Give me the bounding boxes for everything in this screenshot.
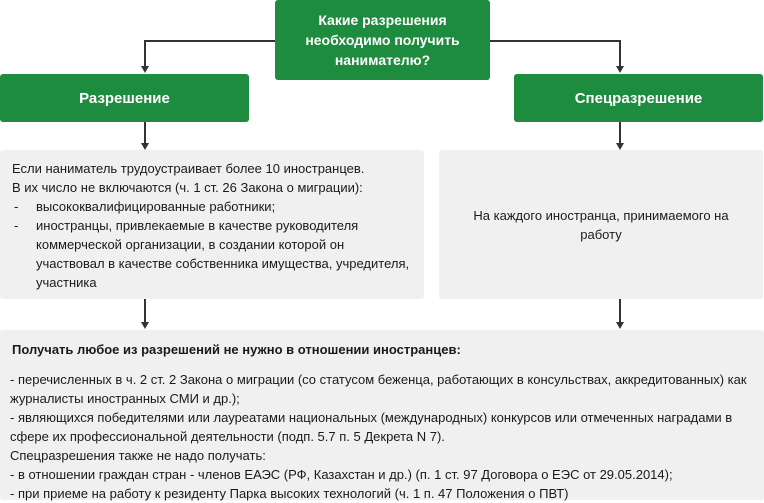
special-permit-details-text: На каждого иностранца, принимаемого на работу [473, 207, 729, 242]
permit-exclusions-intro: В их число не включаются (ч. 1 ст. 26 Закона о миграции): [12, 180, 363, 195]
list-item-text: иностранцы, привлекаемые в качестве руководителя коммерческой организации, в создании которой он участвовал в качестве собственника имущества, учредителя, участника [36, 218, 410, 290]
arrow-to-exceptions-right [616, 322, 624, 329]
connector-right-horizontal [490, 40, 620, 42]
permit-box [0, 74, 249, 122]
list-marker: - [14, 199, 19, 214]
permit-details-panel [0, 150, 424, 299]
question-text: Какие разрешения необходимо получить нанимателю? [305, 12, 460, 68]
exceptions-heading: Получать любое из разрешений не нужно в отношении иностранцев: [12, 342, 461, 357]
list-item [12, 197, 414, 216]
question-box [275, 0, 490, 80]
exceptions-line: - перечисленных в ч. 2 ст. 2 Закона о миграции (со статусом беженца, работающих в консульствах, аккредитованных) как журналисты иностранных СМИ и др.); [10, 372, 747, 406]
special-permit-box [514, 74, 763, 122]
arrow-to-special-permit-details [616, 143, 624, 150]
exceptions-line: - в отношении граждан стран - членов ЕАЭС (РФ, Казахстан и др.) (п. 1 ст. 97 Договора о ЕЭС от 29.05.2014); [10, 467, 673, 482]
special-permit-details-panel [439, 150, 763, 299]
list-item-text: высококвалифицированные работники; [36, 199, 276, 214]
exceptions-line: Спецразрешения также не надо получать: [10, 448, 266, 463]
exceptions-line: - являющихся победителями или лауреатами национальных (международных) конкурсов или отмеченных наградами в сфере их профессиональной деятельности (подп. 5.7 п. 5 Декрета N 7). [10, 410, 733, 444]
list-marker: - [14, 218, 19, 233]
connector-details-left-down [144, 299, 146, 323]
connector-permit-down [144, 122, 146, 144]
permit-label: Разрешение [79, 89, 170, 107]
connector-special-permit-down [619, 122, 621, 144]
list-item [12, 216, 414, 292]
exceptions-line: - при приеме на работу к резиденту Парка высоких технологий (ч. 1 п. 47 Положения о ПВТ) [10, 486, 569, 501]
connector-left-horizontal [145, 40, 275, 42]
special-permit-label: Спецразрешение [574, 89, 703, 107]
connector-left-vertical [144, 40, 146, 67]
arrow-to-special-permit [616, 66, 624, 73]
connector-right-vertical [619, 40, 621, 67]
arrow-to-exceptions-left [141, 322, 149, 329]
arrow-to-permit-details [141, 143, 149, 150]
connector-details-right-down [619, 299, 621, 323]
arrow-to-permit [141, 66, 149, 73]
permit-condition-text: Если наниматель трудоустраивает более 10 иностранцев. [12, 161, 365, 176]
exceptions-panel [0, 330, 764, 500]
